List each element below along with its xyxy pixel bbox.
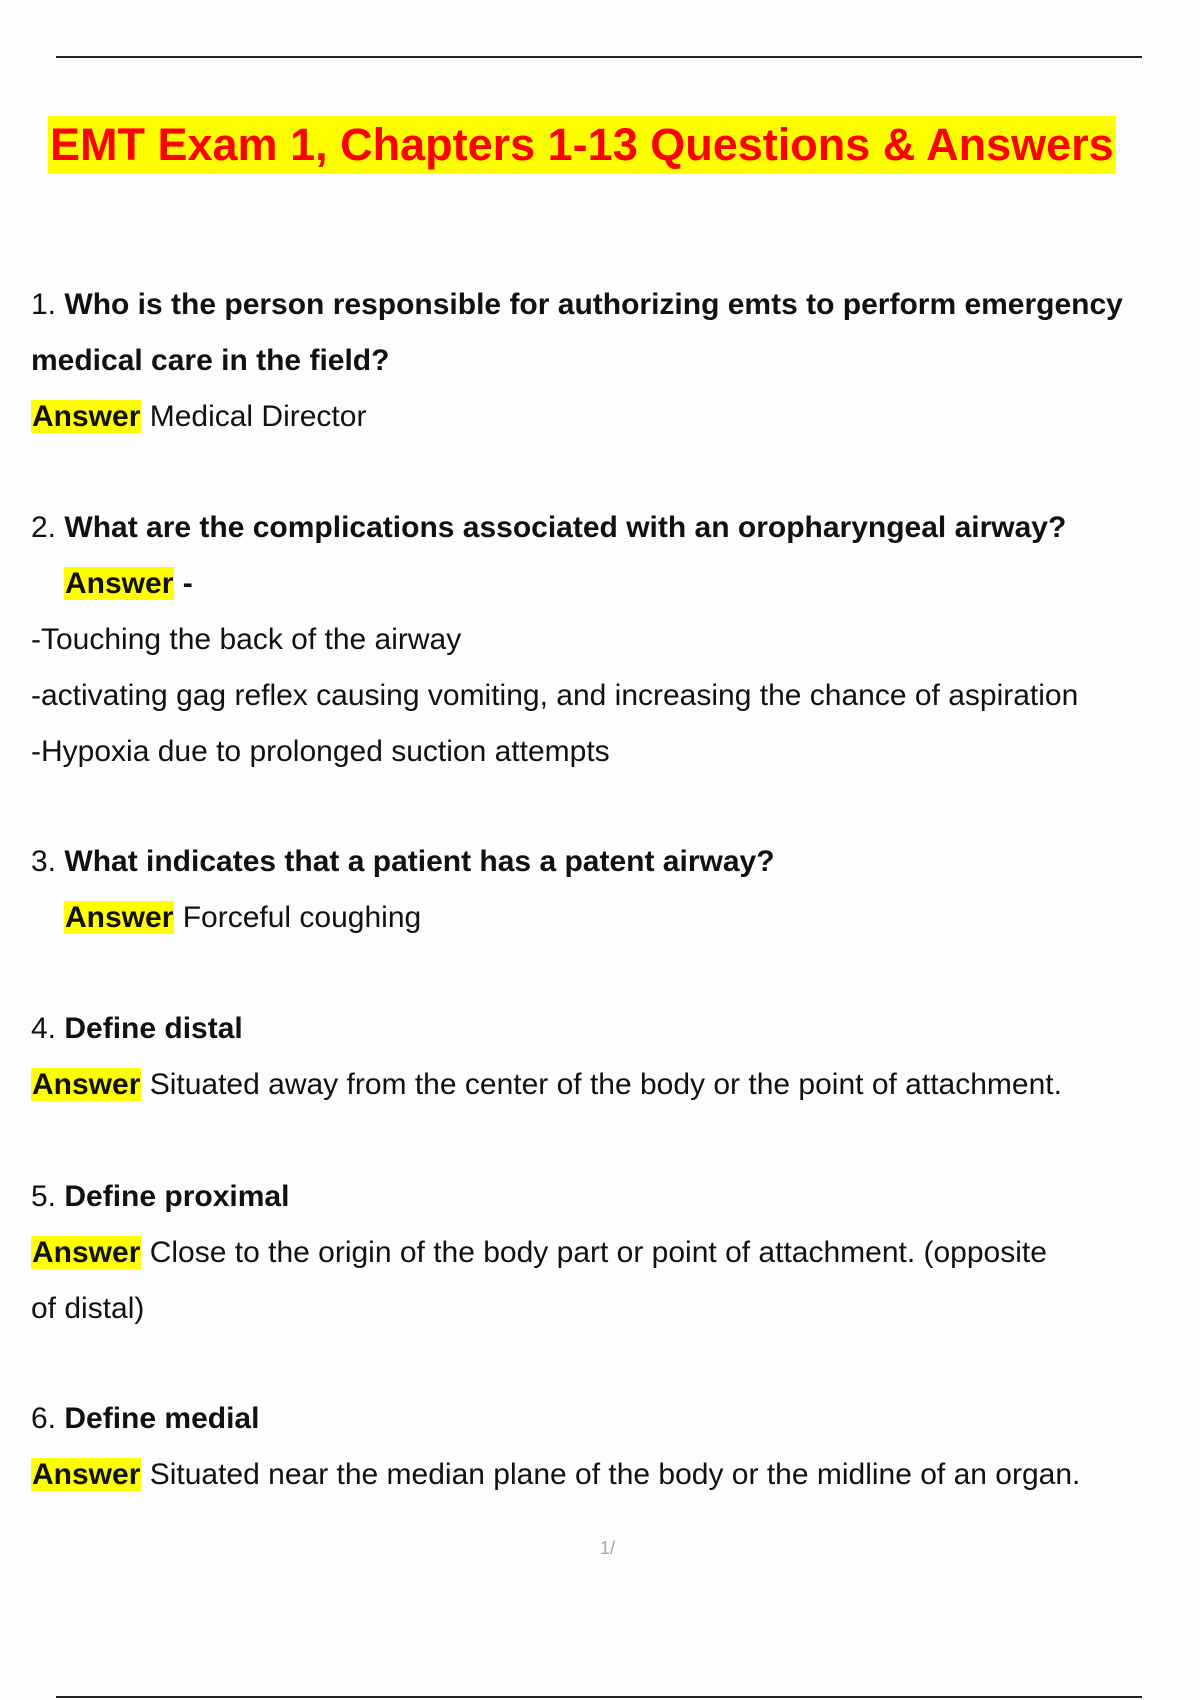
answer-line: [31, 389, 1186, 445]
answer-bullet: -Touching the back of the airway: [31, 623, 462, 656]
answer-line: [31, 890, 1186, 946]
question-number: 3.: [31, 845, 57, 878]
top-rule: [56, 56, 1142, 58]
qa-item-1: [31, 277, 1186, 445]
answer-text: Situated away from the center of the body or the point of attachment.: [149, 1068, 1062, 1101]
answer-text: Medical Director: [149, 400, 367, 433]
answer-label: Answer: [32, 1236, 141, 1269]
answer-suffix: -: [182, 567, 193, 600]
qa-item-4: [31, 1001, 1186, 1113]
document-title: EMT Exam 1, Chapters 1-13 Questions & Answers: [48, 116, 1116, 174]
answer-line: [31, 1225, 1186, 1281]
page-number: 1/: [600, 1538, 616, 1558]
question-text: Define medial: [64, 1402, 260, 1435]
qa-item-6: [31, 1391, 1186, 1503]
question-text-continued: medical care in the field?: [31, 344, 390, 377]
answer-text: Forceful coughing: [182, 901, 422, 934]
title-block: [48, 116, 1186, 174]
answer-label: Answer: [65, 567, 174, 600]
question-number: 5.: [31, 1180, 57, 1213]
question-number: 4.: [31, 1012, 57, 1045]
question-line: [31, 1169, 1186, 1225]
answer-line: [31, 1447, 1186, 1503]
answer-label: Answer: [32, 1458, 141, 1491]
answer-text-continued: of distal): [31, 1292, 145, 1325]
answer-bullet: -Hypoxia due to prolonged suction attempts: [31, 735, 610, 768]
answer-line: [31, 1057, 1186, 1113]
question-number: 2.: [31, 511, 57, 544]
question-text: Who is the person responsible for authorizing emts to perform emergency: [64, 288, 1123, 321]
answer-label: Answer: [65, 901, 174, 934]
question-line: [31, 1001, 1186, 1057]
question-text: What are the complications associated with an oropharyngeal airway?: [64, 511, 1067, 544]
qa-item-2: [31, 500, 1186, 780]
answer-bullet: -activating gag reflex causing vomiting, and increasing the chance of aspiration: [31, 679, 1079, 712]
answer-label: Answer: [32, 1068, 141, 1101]
question-text: What indicates that a patient has a patent airway?: [64, 845, 775, 878]
qa-item-3: [31, 834, 1186, 946]
answer-text: Situated near the median plane of the body or the midline of an organ.: [149, 1458, 1081, 1491]
answer-label: Answer: [32, 400, 141, 433]
answer-text: Close to the origin of the body part or point of attachment. (opposite: [149, 1236, 1047, 1269]
question-text: Define distal: [64, 1012, 243, 1045]
answer-line: [31, 556, 1186, 612]
question-text: Define proximal: [64, 1180, 290, 1213]
qa-item-5: [31, 1169, 1186, 1337]
question-line: [31, 277, 1186, 333]
question-line: [31, 500, 1186, 556]
bottom-rule: [56, 1696, 1142, 1698]
question-line: [31, 834, 1186, 890]
question-line: [31, 1391, 1186, 1447]
question-number: 1.: [31, 288, 57, 321]
question-number: 6.: [31, 1402, 57, 1435]
